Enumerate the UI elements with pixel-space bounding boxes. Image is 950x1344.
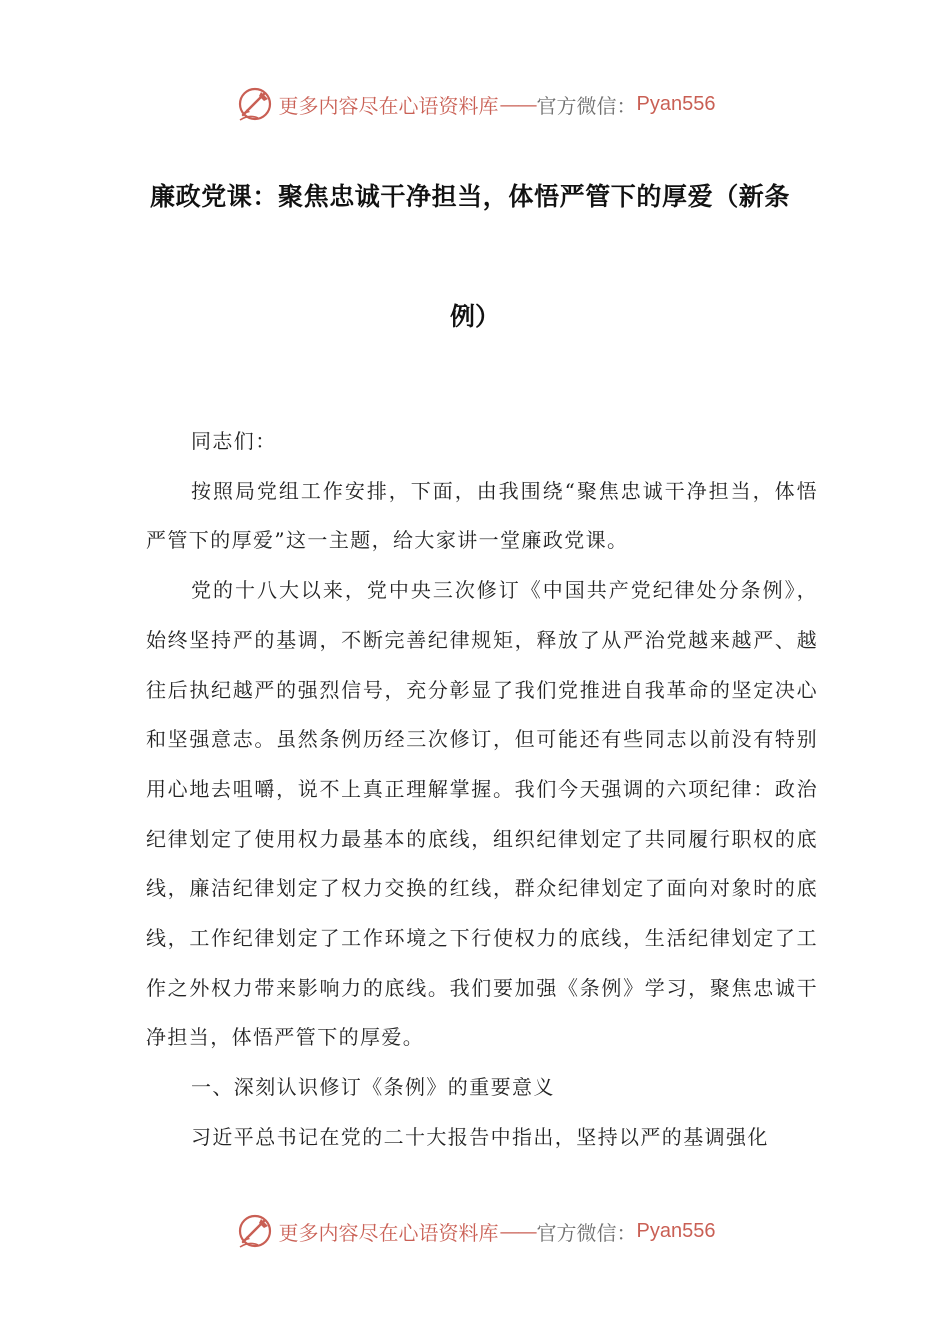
section-heading: 一、深刻认识修订《条例》的重要意义 <box>191 1075 555 1100</box>
header-banner <box>0 81 950 127</box>
banner-dash: —— <box>499 1219 536 1243</box>
banner-wechat-id: Pyan556 <box>636 1219 716 1242</box>
document-title-line-1: 廉政党课：聚焦忠诚干净担当，体悟严管下的厚爱（新条 <box>150 182 791 211</box>
document-body <box>146 417 818 1163</box>
banner-text: 更多内容尽在心语资料库 <box>278 1220 499 1245</box>
body-paragraph: 党的十八大以来，党中央三次修订《中国共产党纪律处分条例》，始终坚持严的基调，不断完善纪律规矩，释放了从严治党越来越严、越往后执纪越严的强烈信号，充分彰显了我们党推进自我革命的坚定决心和坚强意志。虽然条例历经三次修订，但可能还有些同志以前没有特别用心地去咀嚼，说不上真正理解掌握。我们今天强调的六项纪律：政治纪律划定了使用权力最基本的底线，组织纪律划定了共同履行职权的底线，廉洁纪律划定了权力交换的红线，群众纪律划定了面向对象时的底线，工作纪律划定了工作环境之下行使权力的底线，生活纪律划定了工作之外权力带来影响力的底线。我们要加强《条例》学习，聚焦忠诚干净担当，体悟严管下的厚爱。 <box>146 578 818 1050</box>
banner-dash: —— <box>499 92 536 116</box>
body-paragraph: 按照局党组工作安排，下面，由我围绕“聚焦忠诚干净担当，体悟严管下的厚爱”这一主题，给大家讲一堂廉政党课。 <box>146 478 818 553</box>
banner-wechat-id: Pyan556 <box>636 92 716 115</box>
body-paragraph: 习近平总书记在党的二十大报告中指出，坚持以严的基调强化 <box>191 1124 769 1149</box>
banner-wechat-label: 官方微信： <box>536 1220 637 1245</box>
document-title-line-2: 例） <box>449 302 500 331</box>
pen-logo-icon <box>235 84 275 124</box>
pen-logo-icon <box>235 1211 275 1251</box>
banner-wechat-label: 官方微信： <box>536 93 637 118</box>
banner-text: 更多内容尽在心语资料库 <box>278 93 499 118</box>
footer-banner <box>0 1208 950 1254</box>
salutation: 同志们： <box>191 429 277 453</box>
